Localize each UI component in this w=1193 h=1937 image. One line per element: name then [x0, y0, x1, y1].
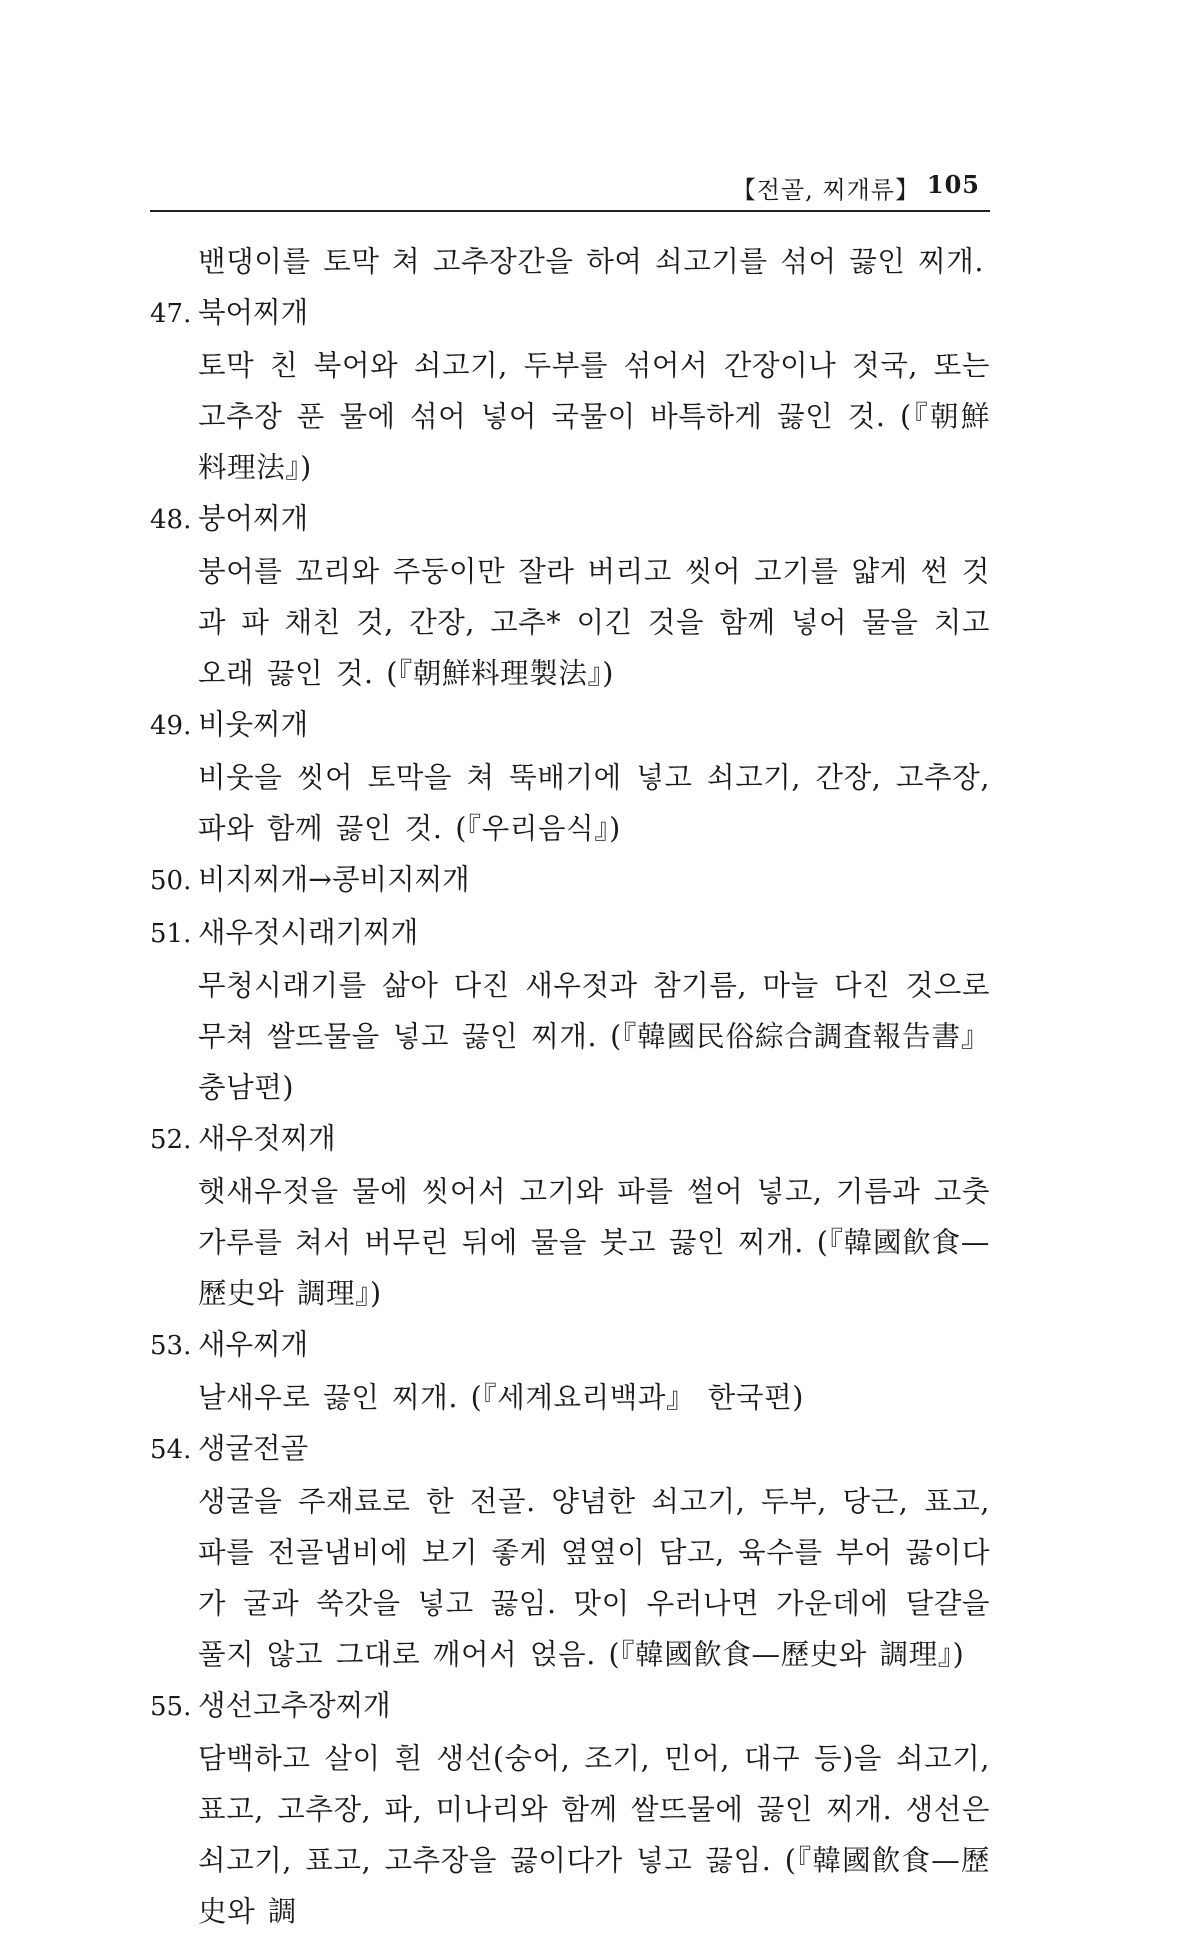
page-number: 105	[926, 170, 980, 199]
entry-description: 날새우로 끓인 찌개. (『세계요리백과』 한국편)	[198, 1381, 804, 1414]
entry-title: 생선고추장찌개	[198, 1689, 391, 1722]
running-header	[150, 160, 990, 212]
entry-heading	[150, 493, 990, 546]
entry	[150, 854, 990, 907]
entry	[150, 907, 990, 1113]
entry-number: 52.	[150, 1125, 192, 1155]
entry-heading	[150, 699, 990, 752]
entry-title: 새우젓시래기찌개	[198, 916, 419, 949]
entry-heading	[150, 1319, 990, 1372]
entry-description: 생굴을 주재료로 한 전골. 양념한 쇠고기, 두부, 당근, 표고, 파를 전골냄비에 보기 좋게 옆옆이 담고, 육수를 부어 끓이다가 굴과 쑥갓을 넣고 끓임. 맛이 우러나면 가운데에 달걀을 풀지 않고 그대로 깨어서 얹음. (『韓國飮食—歷史와 調理』)	[198, 1485, 990, 1671]
page-body	[150, 236, 990, 1937]
entry-number: 49.	[150, 711, 192, 741]
entry-description: 햇새우젓을 물에 씻어서 고기와 파를 썰어 넣고, 기름과 고춧가루를 쳐서 버무린 뒤에 물을 붓고 끓인 찌개. (『韓國飮食—歷史와 調理』)	[198, 1175, 990, 1310]
entry-description: 비웃을 씻어 토막을 쳐 뚝배기에 넣고 쇠고기, 간장, 고추장, 파와 함께 끓인 것. (『우리음식』)	[198, 761, 990, 845]
entry-heading	[150, 1680, 990, 1733]
entry	[150, 1680, 990, 1937]
entry-number: 48.	[150, 505, 192, 535]
entry	[150, 1319, 990, 1423]
entry-title: 새우찌개	[198, 1328, 309, 1361]
entry-heading	[150, 854, 990, 907]
entry-title: 붕어찌개	[198, 502, 309, 535]
entry-title: 비웃찌개	[198, 708, 309, 741]
entry-title: 새우젓찌개	[198, 1122, 336, 1155]
continued-text: 밴댕이를 토막 쳐 고추장간을 하여 쇠고기를 섞어 끓인 찌개.	[198, 245, 985, 278]
entry	[150, 1113, 990, 1319]
entry-title: 생굴전골	[198, 1432, 309, 1465]
entry-heading	[150, 1423, 990, 1476]
entry-heading	[150, 907, 990, 960]
entry-title: 비지찌개→콩비지찌개	[198, 863, 470, 896]
entry-description: 담백하고 살이 흰 생선(숭어, 조기, 민어, 대구 등)을 쇠고기, 표고, 고추장, 파, 미나리와 함께 쌀뜨물에 끓인 찌개. 생선은 쇠고기, 표고, 고추장을 끓이다가 넣고 끓임. (『韓國飮食—歷史와 調	[198, 1742, 990, 1928]
entry-heading	[150, 1113, 990, 1166]
entry-number: 51.	[150, 919, 192, 949]
entry	[150, 493, 990, 699]
entry-number: 50.	[150, 866, 192, 896]
entry-number: 54.	[150, 1435, 192, 1465]
entry-description: 붕어를 꼬리와 주둥이만 잘라 버리고 씻어 고기를 얇게 썬 것과 파 채친 것, 간장, 고추* 이긴 것을 함께 넣어 물을 치고 오래 끓인 것. (『朝鮮料理製法』)	[198, 555, 990, 690]
entry-title: 북어찌개	[198, 296, 309, 329]
entry-number: 53.	[150, 1331, 192, 1361]
entry-description: 무청시래기를 삶아 다진 새우젓과 참기름, 마늘 다진 것으로 무쳐 쌀뜨물을 넣고 끓인 찌개. (『韓國民俗綜合調査報告書』 충남편)	[198, 969, 990, 1104]
entry	[150, 287, 990, 493]
section-title: 【전골, 찌개류】	[731, 176, 920, 204]
entry	[150, 1423, 990, 1680]
entry-heading	[150, 287, 990, 340]
entry-description: 토막 친 북어와 쇠고기, 두부를 섞어서 간장이나 젓국, 또는 고추장 푼 물에 섞어 넣어 국물이 바특하게 끓인 것. (『朝鮮料理法』)	[198, 349, 990, 484]
entry-number: 55.	[150, 1692, 192, 1722]
entry-number: 47.	[150, 299, 192, 329]
entry	[150, 699, 990, 854]
